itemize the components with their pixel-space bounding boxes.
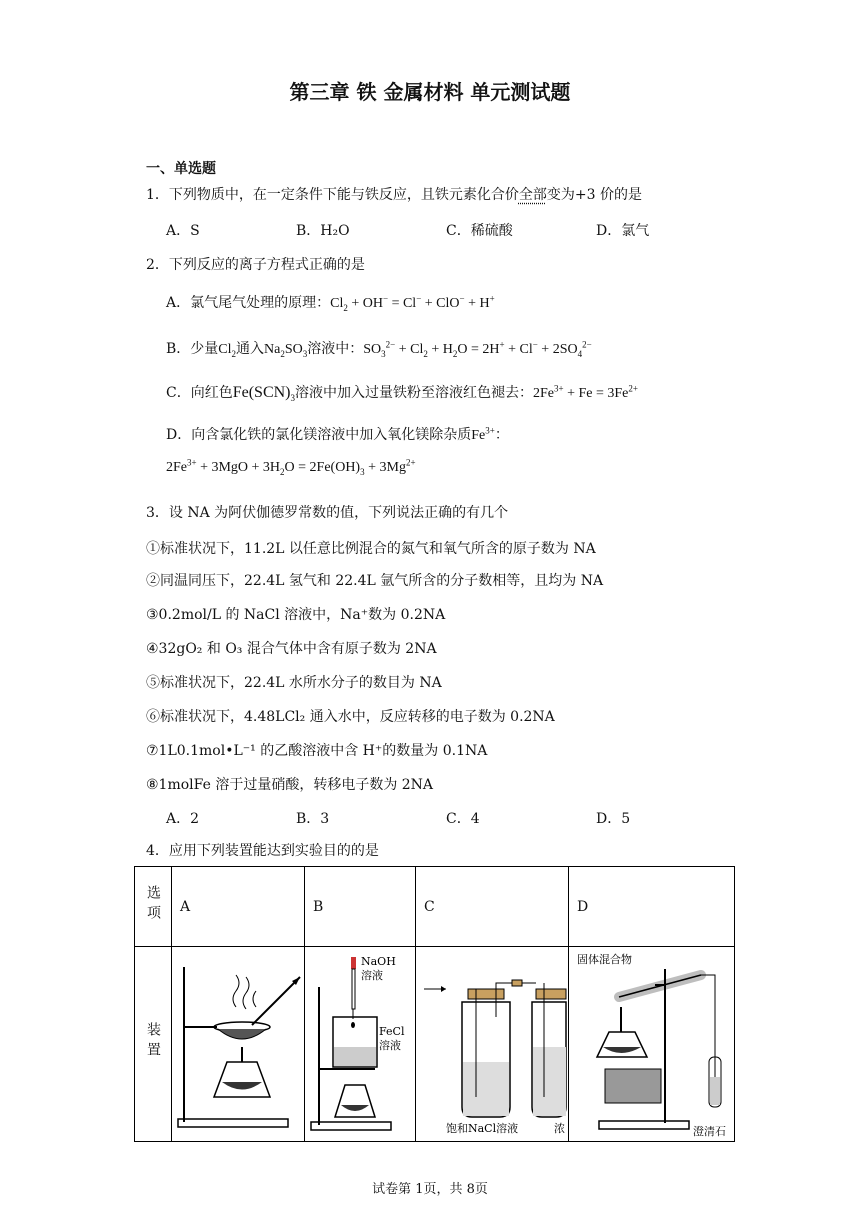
q2-option-b-equation: $SO_3^{2-} + Cl_2 + H_2O = 2H^+ + Cl^- + 2SO_4^{2-}$ — [363, 339, 592, 359]
q3-option-c[interactable]: C．4 — [446, 811, 480, 827]
header-label: 选项 — [145, 884, 161, 925]
q1-option-a[interactable]: A．S — [166, 223, 200, 239]
q2-option-c-formula: $Fe(SCN)_3$ — [232, 384, 295, 404]
apparatus-c-cell — [416, 947, 569, 1142]
q2-option-b-formula1: $Cl_2$ — [218, 342, 237, 359]
q1-option-d[interactable]: D．氯气 — [596, 223, 650, 239]
d-label-limewater: 澄清石 — [693, 1125, 726, 1137]
row-label-cell — [135, 947, 172, 1142]
q2-option-d-text: D．向含氯化铁的氯化镁溶液中加入氧化镁除杂质 — [166, 427, 472, 443]
q3-item-4: ④32gO₂ 和 O₃ 混合气体中含有原子数为 2NA — [146, 641, 437, 657]
dropper-beaker-apparatus-figure — [305, 947, 415, 1137]
q4-stem: 4．应用下列装置能达到实验目的的是 — [146, 843, 379, 859]
col-d-header: D — [569, 867, 735, 947]
b-label-solution1: 溶液 — [361, 969, 383, 982]
header-label-cell — [135, 867, 172, 947]
b-label-naoh: NaOH — [361, 955, 396, 968]
q3-item-8: ⑧1molFe 溶于过量硝酸，转移电子数为 2NA — [146, 777, 434, 793]
q2-option-d-equation: $2Fe^{3+} + 3MgO + 3H_2O = 2Fe(OH)_3 + 3Mg^{2+}$ — [166, 457, 416, 477]
q3-item-2: ②同温同压下，22.4L 氢气和 22.4L 氩气所含的分子数相等，且均为 NA — [146, 573, 604, 589]
q2-option-a-equation: $Cl_2 + OH^- = Cl^- + ClO^- + H^+$ — [330, 293, 495, 313]
b-label-solution2: 溶液 — [379, 1039, 401, 1052]
q3-item-1: ①标准状况下，11.2L 以任意比例混合的氮气和氧气所含的原子数为 NA — [146, 541, 596, 557]
apparatus-header-row — [135, 867, 735, 947]
apparatus-b-cell — [305, 947, 416, 1142]
q2-option-c-text-a: C．向红色 — [166, 385, 233, 401]
q2-option-d-ion: $Fe^{3+}$： — [471, 425, 509, 443]
evaporation-apparatus-figure — [172, 947, 304, 1137]
page-title: 第三章 铁 金属材料 单元测试题 — [289, 80, 571, 104]
q2-option-b[interactable] — [166, 338, 592, 358]
q3-option-a[interactable]: A．2 — [166, 811, 200, 827]
col-b-header: B — [305, 867, 416, 947]
q3-option-b[interactable]: B．3 — [296, 811, 330, 827]
q3-option-d[interactable]: D．5 — [596, 811, 631, 827]
q3-stem: 3．设 NA 为阿伏伽德罗常数的值，下列说法正确的有几个 — [146, 505, 509, 521]
q1-stem-a: 1．下列物质中，在一定条件下能与铁反应，且铁元素化合价 — [146, 187, 519, 203]
section-heading: 一、单选题 — [146, 161, 216, 177]
q1-stem — [146, 184, 642, 204]
apparatus-d-cell — [569, 947, 735, 1142]
heating-solid-mixture-figure — [569, 947, 734, 1137]
q3-item-3: ③0.2mol/L 的 NaCl 溶液中，Na⁺数为 0.2NA — [146, 607, 446, 623]
d-label-solid-mixture: 固体混合物 — [577, 953, 632, 966]
q3-item-5: ⑤标准状况下，22.4L 水所水分子的数目为 NA — [146, 675, 442, 691]
q2-option-c-text-b: 溶液中加入过量铁粉至溶液红色褪去： — [295, 385, 533, 401]
q2-option-c[interactable] — [166, 382, 638, 402]
col-c-header: C — [416, 867, 569, 947]
apparatus-table — [134, 866, 735, 1142]
q2-option-b-text-b: 通入 — [236, 341, 265, 357]
q3-item-6: ⑥标准状况下，4.48LCl₂ 通入水中，反应转移的电子数为 0.2NA — [146, 709, 555, 725]
page-footer: 试卷第 1页，共 8页 — [372, 1182, 488, 1197]
q2-option-b-text-c: 溶液中： — [307, 341, 364, 357]
q1-stem-b: 变为+3 价的是 — [546, 187, 642, 203]
q2-option-d[interactable] — [166, 424, 509, 444]
q2-option-a[interactable] — [166, 292, 495, 312]
apparatus-a-cell — [172, 947, 305, 1142]
q2-stem: 2．下列反应的离子方程式正确的是 — [146, 257, 365, 273]
c-label-conc: 浓 — [554, 1122, 565, 1135]
col-a-header: A — [172, 867, 305, 947]
q3-item-7: ⑦1L0.1mol•L⁻¹ 的乙酸溶液中含 H⁺的数量为 0.1NA — [146, 743, 488, 759]
apparatus-image-row — [135, 947, 735, 1142]
q2-option-a-text: A．氯气尾气处理的原理： — [166, 295, 331, 311]
q2-option-b-text-a: B．少量 — [166, 341, 219, 357]
q1-stem-emph: 全部 — [518, 187, 547, 203]
row-label: 装置 — [145, 1022, 161, 1062]
q1-option-c[interactable]: C．稀硫酸 — [446, 223, 513, 239]
q2-option-b-formula2: $Na_2SO_3$ — [264, 342, 308, 359]
q2-option-c-equation: $2Fe^{3+} + Fe = 3Fe^{2+}$ — [533, 383, 638, 401]
q1-option-b[interactable]: B．H₂O — [296, 223, 350, 239]
gas-washing-bottles-figure — [416, 947, 568, 1137]
c-label-saturated-nacl: 饱和NaCl溶液 — [446, 1122, 519, 1135]
b-label-fecl: FeCl — [379, 1025, 405, 1038]
